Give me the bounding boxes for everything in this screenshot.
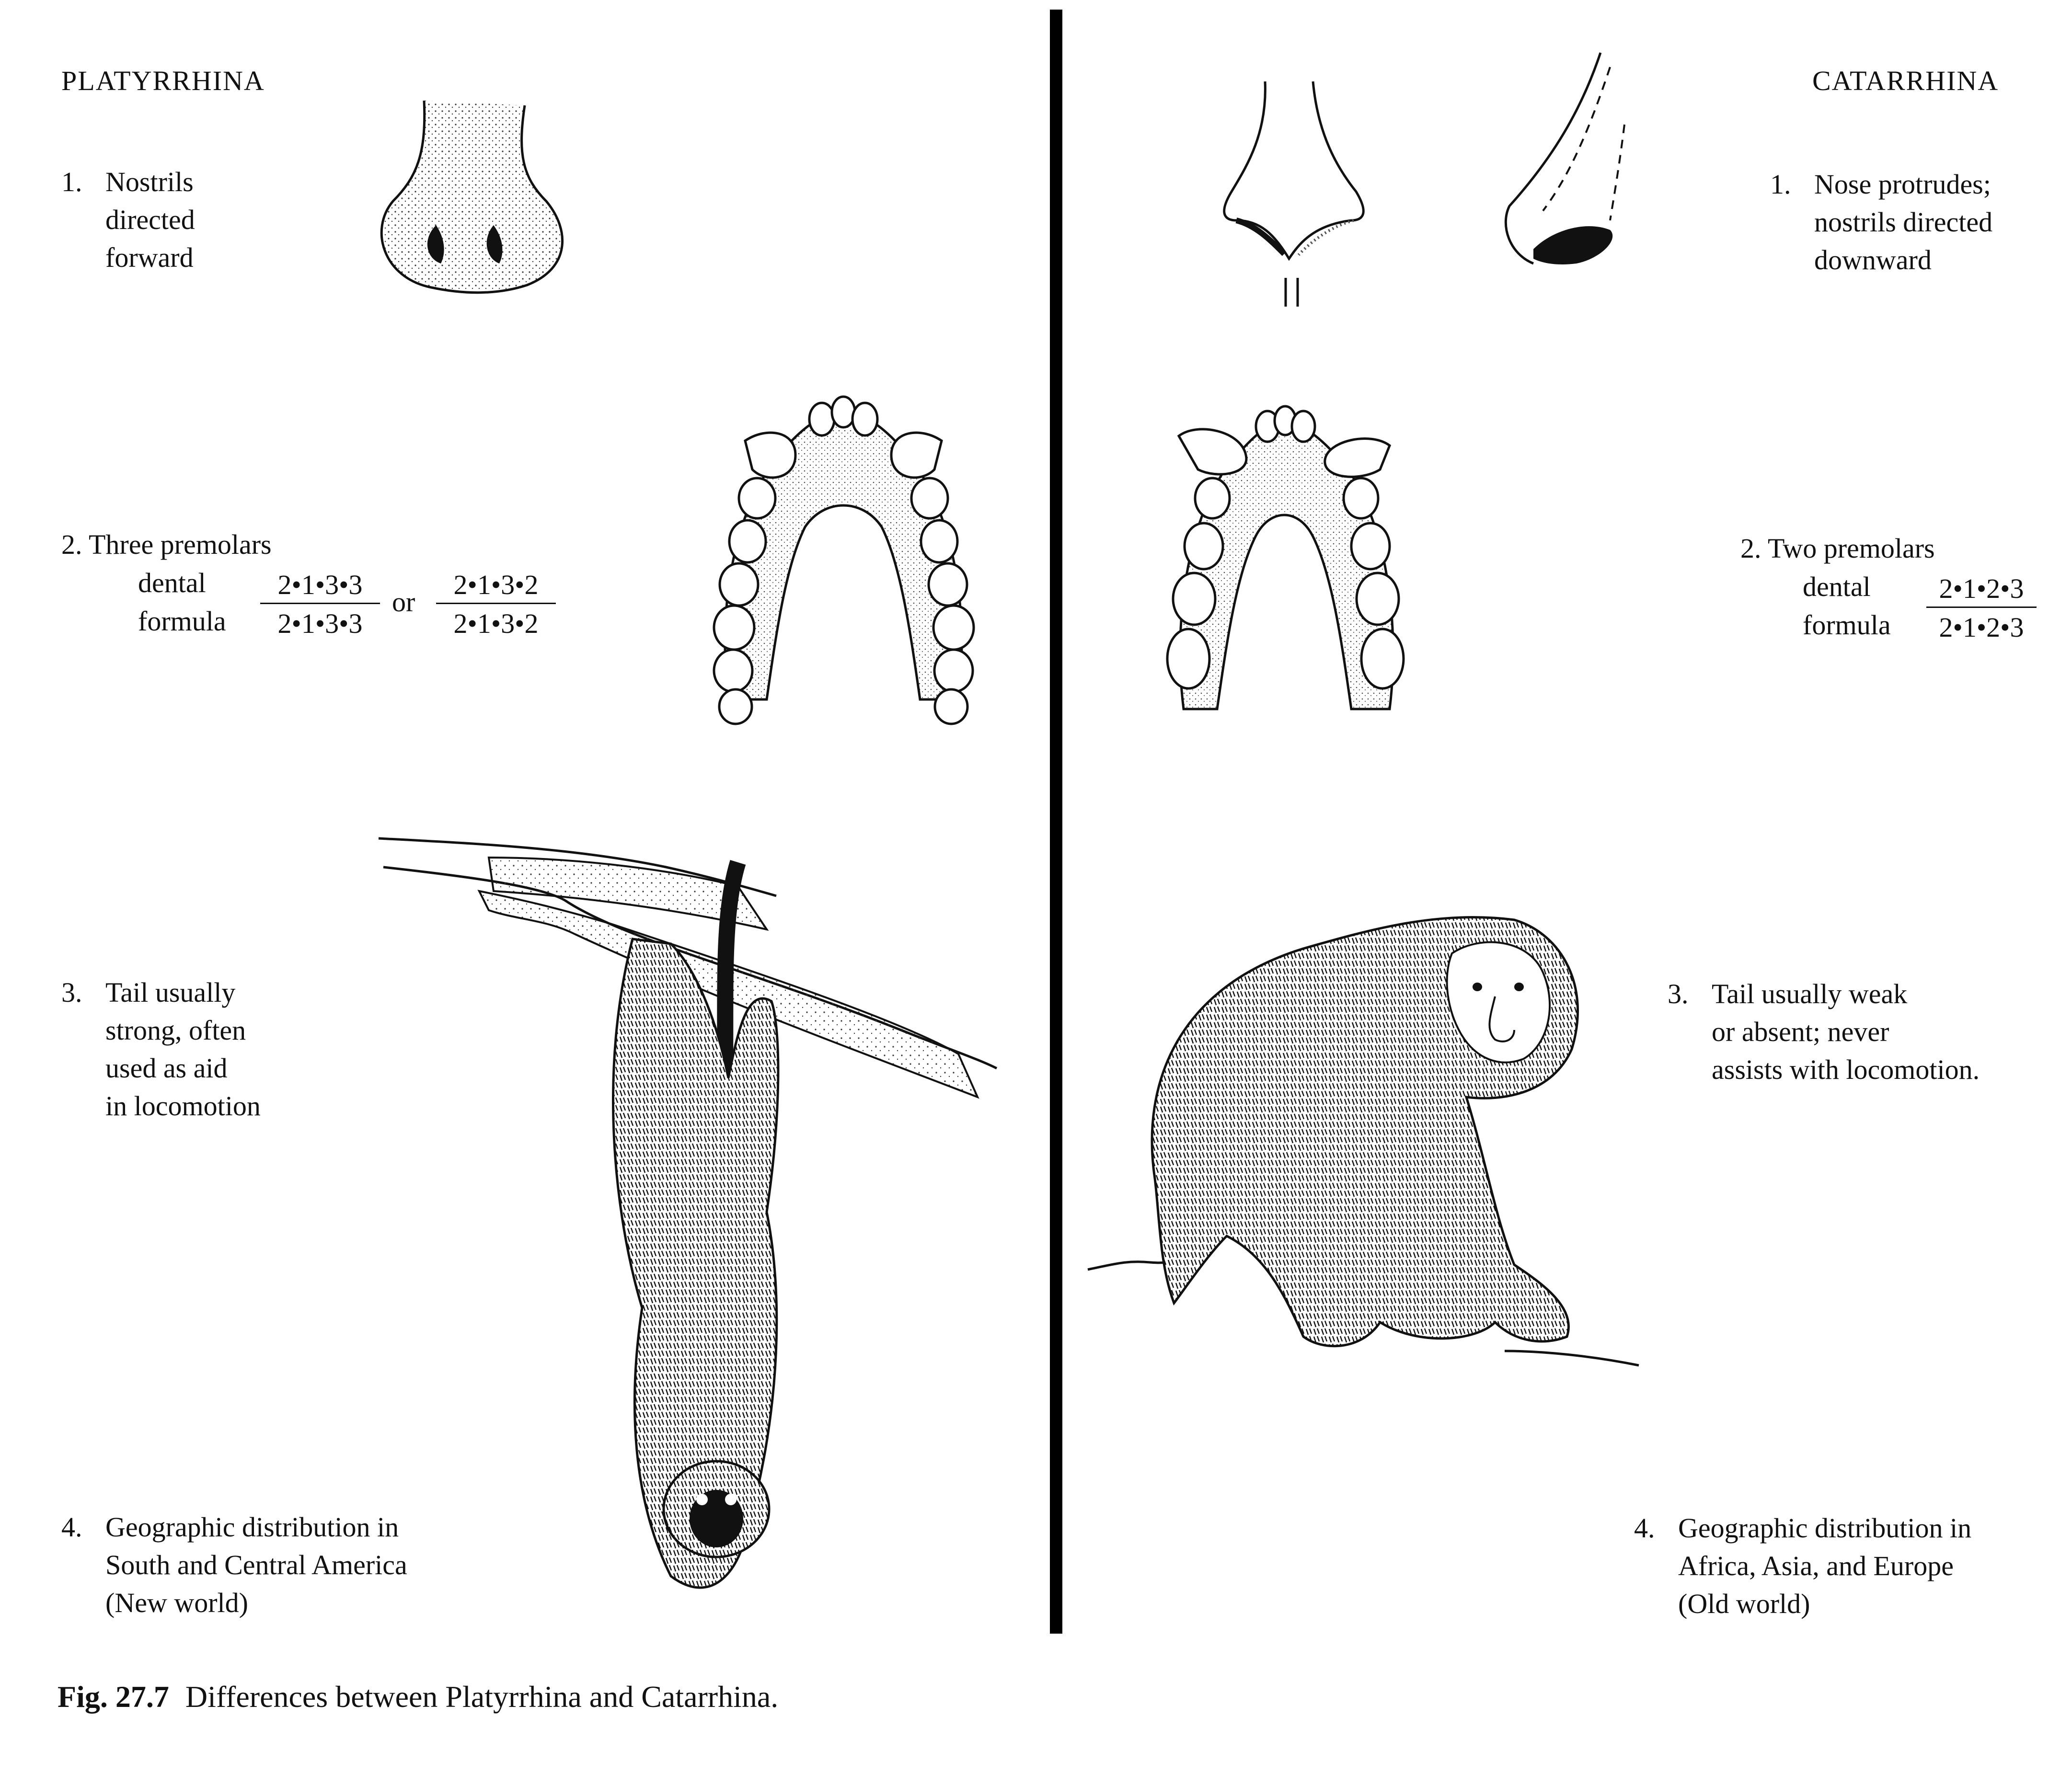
catarrhine-dental-arch-icon [1160,393,1409,728]
catarrhine-nose-profile-icon [1495,48,1634,287]
formula-fraction-a [260,569,380,640]
trait-number: 3. [61,977,82,1008]
platyrrhina-trait-2-title [61,528,272,561]
trait-line: Geographic distribution in [105,1511,399,1543]
trait-number: 4. [1634,1512,1655,1544]
fraction-upper: 2•1•3•2 [453,569,539,600]
trait-title: Three premolars [88,529,272,560]
trait-line: (Old world) [1678,1588,1810,1619]
trait-line: Tail usually weak [1712,978,1908,1009]
fraction-bar [436,603,556,604]
trait-line: nostrils directed [1814,206,1993,238]
formula-label-top: dental [138,567,206,598]
catarrhine-nose-front-icon [1217,77,1375,316]
trait-number: 2. [61,529,82,560]
formula-connector: or [392,586,415,618]
figure-caption-text: Differences between Platyrrhina and Catarrhina. [185,1680,779,1714]
trait-line: Tail usually [105,977,236,1008]
platyrrhina-trait-3 [61,973,397,1127]
trait-line: Nose protrudes; [1814,169,1991,200]
trait-line: directed [105,204,195,235]
catarrhina-trait-4 [1634,1509,2046,1624]
center-divider [1050,10,1062,1634]
heading-platyrrhina: PLATYRRHINA [61,65,265,96]
heading-catarrhina: CATARRHINA [1812,65,1999,96]
platyrrhine-nose-icon [374,96,585,316]
trait-number: 1. [1770,169,1791,200]
trait-line: forward [105,242,194,273]
trait-line: downward [1814,244,1932,275]
spider-monkey-icon [374,829,1006,1634]
platyrrhine-dental-arch-icon [700,383,987,728]
trait-line: strong, often [105,1015,246,1046]
trait-line: Geographic distribution in [1678,1512,1972,1544]
trait-line: or absent; never [1712,1016,1889,1047]
trait-line: Nostrils [105,166,194,197]
formula-label-top: dental [1803,571,1871,602]
catarrhina-trait-2-title [1740,532,1935,565]
formula-fraction [1926,573,2037,643]
trait-line: (New world) [105,1587,248,1618]
old-world-monkey-icon [1083,891,1644,1389]
trait-line: assists with locomotion. [1712,1054,1980,1085]
formula-label-bottom: formula [138,606,226,637]
fraction-lower: 2•1•3•3 [277,608,363,639]
trait-number: 4. [61,1511,82,1543]
trait-line: South and Central America [105,1549,407,1580]
figure-number: Fig. 27.7 [58,1680,169,1714]
catarrhina-trait-1 [1770,165,2038,280]
figure-caption [58,1679,778,1715]
trait-title: Two premolars [1767,533,1935,564]
platyrrhina-dental-formula [138,569,569,646]
catarrhina-dental-formula [1803,573,2042,650]
fraction-upper: 2•1•3•3 [277,569,363,600]
catarrhina-trait-3 [1668,975,2051,1090]
platyrrhina-trait-1 [61,163,311,278]
formula-label-bottom: formula [1803,609,1891,641]
fraction-bar [260,603,380,604]
trait-line: in locomotion [105,1090,261,1122]
formula-fraction-b [436,569,556,640]
fraction-upper: 2•1•2•3 [1939,573,2024,604]
fraction-lower: 2•1•2•3 [1939,612,2024,643]
trait-line: used as aid [105,1053,228,1084]
trait-number: 3. [1668,978,1689,1009]
fraction-bar [1926,607,2037,608]
trait-number: 1. [61,166,82,197]
trait-line: Africa, Asia, and Europe [1678,1550,1954,1581]
trait-number: 2. [1740,533,1761,564]
fraction-lower: 2•1•3•2 [453,608,539,639]
